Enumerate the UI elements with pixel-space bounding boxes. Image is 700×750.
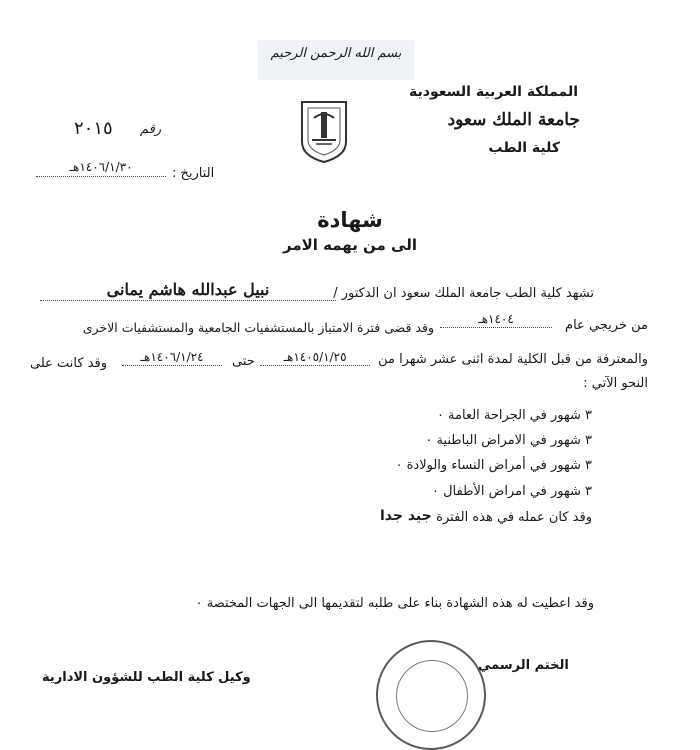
letterhead-college: كلية الطب: [488, 140, 560, 156]
graduation-year: ١٤٠٤هـ: [440, 312, 552, 328]
closing-text: وقد اعطيت له هذه الشهادة بناء على طلبه لتقديمها الى الجهات المختصة ٠: [195, 596, 594, 611]
certificate-title: شهادة: [317, 208, 383, 232]
rotation-item: ٣ شهور في الجراحة العامة ٠: [436, 408, 592, 423]
performance-prefix: وقد كان عمله في هذه الفترة: [436, 510, 592, 525]
rotation-item: ٣ شهور في امراض الأطفال ٠: [432, 484, 592, 499]
period-end: ١٤٠٦/١/٢٤هـ: [122, 350, 222, 366]
period-start: ١٤٠٥/١/٢٥هـ: [260, 350, 370, 366]
intro-text: تشهد كلية الطب جامعة الملك سعود ان الدكتور /: [333, 286, 594, 301]
rotation-item: ٣ شهور في أمراض النساء والولادة ٠: [395, 458, 592, 473]
as-follows: النحو الآتي :: [583, 376, 648, 391]
vice-dean-signature: وكيل كلية الطب للشؤون الادارية: [42, 670, 251, 685]
university-logo-icon: [292, 98, 356, 164]
date-value: ١٤٠٦/١/٣٠هـ: [36, 160, 166, 177]
certificate-subtitle: الى من يهمه الامر: [282, 236, 418, 254]
reference-label: رقم: [140, 122, 162, 137]
reference-number: ٢٠١٥: [74, 118, 113, 139]
date-label: التاريخ :: [172, 166, 215, 181]
basmala: بسم الله الرحمن الرحيم: [270, 46, 402, 61]
period-prefix: والمعترفة من قبل الكلية لمدة اثنى عشر شهرا من: [378, 352, 648, 367]
rotation-item: ٣ شهور في الامراض الباطنية ٠: [425, 433, 592, 448]
period-mid: حتى: [232, 354, 255, 369]
period-suffix: وقد كانت على: [30, 356, 108, 371]
official-seal-stamp: [376, 640, 486, 750]
graduation-prefix: من خريجي عام: [565, 318, 648, 333]
letterhead-university: جامعة الملك سعود: [447, 110, 580, 130]
doctor-name: نبيل عبدالله هاشم يمانى: [40, 280, 336, 301]
official-seal-label: الختم الرسمي: [478, 658, 569, 673]
graduation-suffix: وقد قضى فترة الامتياز بالمستشفيات الجامعية والمستشفيات الاخرى: [82, 320, 434, 335]
performance-grade: جيد جدا: [380, 508, 432, 524]
letterhead-country: المملكة العربية السعودية: [409, 84, 578, 100]
